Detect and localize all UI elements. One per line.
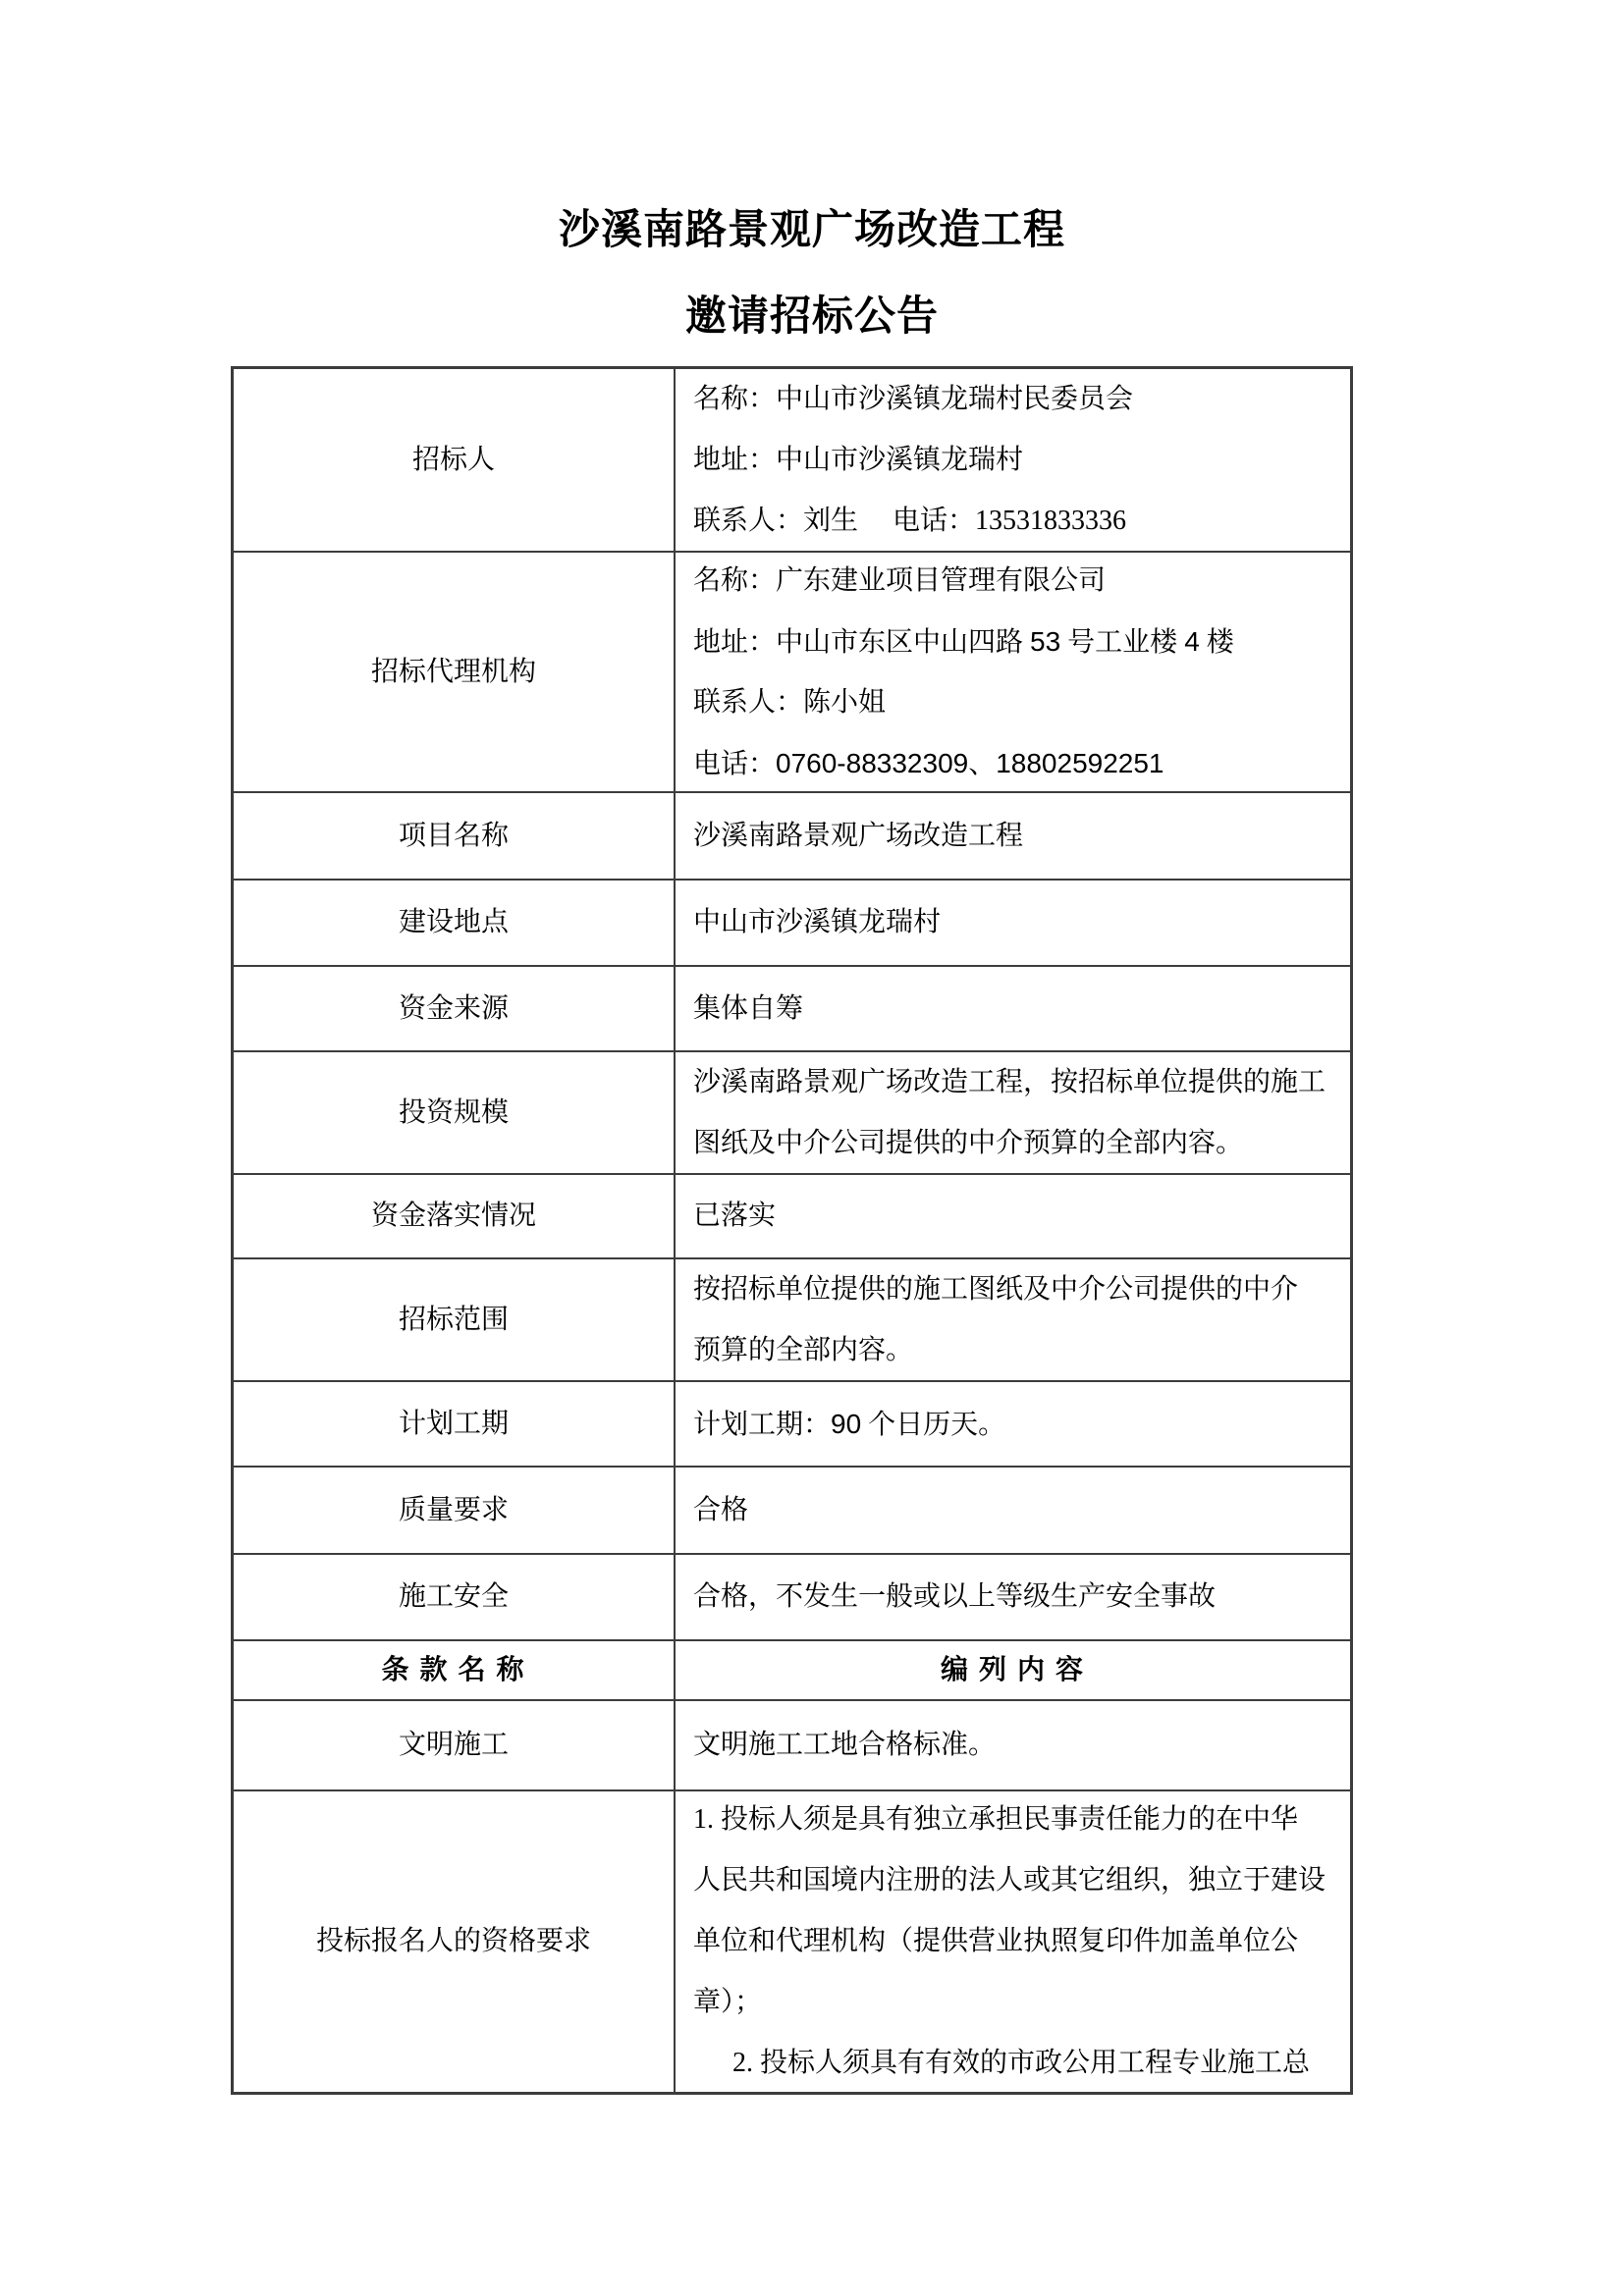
row-content <box>676 1555 1350 1639</box>
row-content <box>676 369 1350 551</box>
cell-line: 中山市沙溪镇龙瑞村 <box>693 907 942 937</box>
row-label <box>234 553 676 791</box>
cell-line: 沙溪南路景观广场改造工程，按招标单位提供的施工 <box>693 1066 1326 1097</box>
cell-line: 地址：中山市沙溪镇龙瑞村 <box>693 444 1024 475</box>
cell-line: 沙溪南路景观广场改造工程 <box>693 820 1024 851</box>
cell-line: 图纸及中介公司提供的中介预算的全部内容。 <box>693 1127 1244 1158</box>
row-content <box>676 1701 1350 1789</box>
text-run: 号工业楼 <box>1060 626 1185 658</box>
cell-line: 单位和代理机构（提供营业执照复印件加盖单位公 <box>693 1926 1299 1956</box>
row-label <box>234 881 676 965</box>
table-row-tender-scope <box>234 1257 1350 1380</box>
row-content <box>676 1791 1350 2092</box>
row-label <box>234 369 676 551</box>
row-label <box>234 1555 676 1639</box>
cell-line: 预算的全部内容。 <box>693 1334 914 1365</box>
row-label <box>234 1701 676 1789</box>
page-subtitle: 邀请招标公告 <box>684 294 939 340</box>
cell-line: 编 列 内 容 <box>940 1654 1085 1685</box>
row-content <box>676 967 1350 1050</box>
row-content <box>676 881 1350 965</box>
number-run: 4 <box>1184 625 1200 657</box>
cell-line: 联系人：陈小姐 <box>693 686 887 718</box>
table-row-location <box>234 879 1350 965</box>
label-text: 计划工期 <box>398 1408 509 1439</box>
cell-line: 按招标单位提供的施工图纸及中介公司提供的中介 <box>693 1273 1299 1305</box>
table-row-quality <box>234 1466 1350 1553</box>
table-row-fund-status <box>234 1173 1350 1257</box>
phone-numbers: 0760-88332309、18802592251 <box>776 747 1164 778</box>
label-text: 招标人 <box>411 444 495 475</box>
cell-line: 联系人：刘生 电话：13531833336 <box>693 505 1127 536</box>
row-label <box>234 1052 676 1173</box>
text-run: 计划工期： <box>693 1409 832 1440</box>
header-clause-content <box>676 1641 1350 1699</box>
label-text: 资金来源 <box>398 992 509 1024</box>
text-run: 楼 <box>1199 626 1234 658</box>
cell-line: 1. 投标人须是具有独立承担民事责任能力的在中华 <box>693 1804 1299 1835</box>
row-label <box>234 1259 676 1380</box>
label-text: 施工安全 <box>398 1581 509 1612</box>
row-label <box>234 967 676 1050</box>
table-row-agency <box>234 551 1350 791</box>
cell-line: 合格，不发生一般或以上等级生产安全事故 <box>693 1581 1217 1612</box>
cell-line: 人民共和国境内注册的法人或其它组织，独立于建设 <box>693 1865 1326 1896</box>
row-content <box>676 793 1350 879</box>
row-label <box>234 1382 676 1466</box>
label-text: 质量要求 <box>398 1494 509 1525</box>
table-row-civilized-construction <box>234 1699 1350 1789</box>
row-label <box>234 1468 676 1553</box>
label-text: 资金落实情况 <box>370 1201 536 1231</box>
label-text: 投标报名人的资格要求 <box>315 1926 591 1956</box>
table-row-qualification <box>234 1789 1350 2092</box>
number-run: 53 <box>1030 625 1061 657</box>
label-text: 招标范围 <box>398 1304 509 1335</box>
row-content <box>676 1382 1350 1466</box>
cell-line: 合格 <box>693 1494 749 1525</box>
cell-line: 集体自筹 <box>693 992 804 1024</box>
table-row-section-header <box>234 1639 1350 1699</box>
row-label <box>234 1175 676 1257</box>
table-row-fund-source <box>234 965 1350 1050</box>
header-clause-name <box>234 1641 676 1699</box>
table-row-safety <box>234 1553 1350 1639</box>
cell-line: 名称：中山市沙溪镇龙瑞村民委员会 <box>693 383 1134 414</box>
row-content <box>676 1175 1350 1257</box>
label-text: 文明施工 <box>398 1730 509 1760</box>
text-run: 电话： <box>693 748 777 779</box>
tender-info-table <box>231 366 1353 2095</box>
row-content <box>676 1468 1350 1553</box>
cell-line: 2. 投标人须具有有效的市政公用工程专业施工总 <box>705 2048 1311 2078</box>
cell-line <box>693 1394 1005 1455</box>
label-text: 招标代理机构 <box>370 656 536 687</box>
label-text: 投资规模 <box>398 1096 509 1128</box>
cell-line: 文明施工工地合格标准。 <box>693 1730 997 1760</box>
table-row-project-name <box>234 791 1350 879</box>
label-text: 条 款 名 称 <box>381 1654 526 1685</box>
row-content <box>676 1259 1350 1380</box>
text-run: 地址：中山市东区中山四路 <box>693 626 1031 658</box>
number-run: 90 <box>831 1408 862 1439</box>
table-row-bidder <box>234 369 1350 551</box>
cell-line: 章）； <box>693 1987 763 2017</box>
table-row-investment-scale <box>234 1050 1350 1173</box>
row-label <box>234 1791 676 2092</box>
label-text: 项目名称 <box>398 820 509 851</box>
label-text: 建设地点 <box>398 907 509 937</box>
cell-line: 已落实 <box>693 1201 777 1231</box>
cell-line <box>693 733 1164 794</box>
row-label <box>234 793 676 879</box>
text-run: 个日历天。 <box>861 1409 1006 1440</box>
table-row-schedule <box>234 1380 1350 1466</box>
row-content <box>676 1052 1350 1173</box>
page-title: 沙溪南路景观广场改造工程 <box>558 208 1065 253</box>
cell-line <box>693 612 1234 672</box>
cell-line: 名称：广东建业项目管理有限公司 <box>693 564 1107 596</box>
row-content <box>676 553 1350 791</box>
